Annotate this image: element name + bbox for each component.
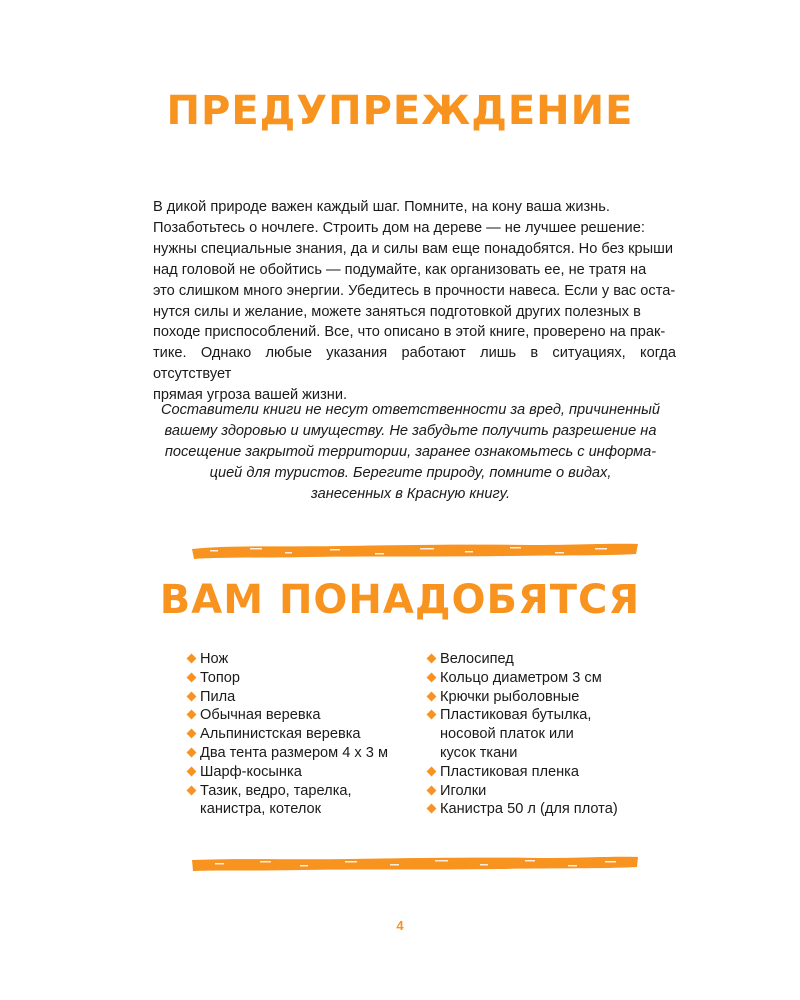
- warning-line: прямая угроза вашей жизни.: [153, 387, 348, 404]
- page-title-need: ВАМ ПОНАДОБЯТСЯ: [159, 577, 641, 623]
- list-item: [188, 650, 388, 669]
- divider-brush-stroke: [190, 852, 640, 874]
- list-item-text: Крючки рыболовные: [440, 688, 580, 705]
- diamond-bullet-icon: [187, 748, 197, 758]
- page-number: 4: [396, 918, 404, 933]
- disclaimer-line: цией для туристов. Берегите природу, помните о видах,: [209, 464, 612, 481]
- diamond-bullet-icon: [427, 691, 437, 701]
- list-item: [188, 744, 388, 763]
- warning-line: походе приспособлений. Все, что описано в этой книге, проверено на прак-: [153, 324, 666, 341]
- list-item-text: Тазик, ведро, тарелка,: [200, 782, 352, 799]
- page-title-warning: ПРЕДУПРЕЖДЕНИЕ: [166, 88, 634, 134]
- diamond-bullet-icon: [187, 729, 197, 739]
- warning-line: Позаботьтесь о ночлеге. Строить дом на дереве — не лучшее решение:: [153, 219, 645, 236]
- divider-brush-stroke: [190, 540, 640, 562]
- list-item: [188, 669, 388, 688]
- warning-line: это слишком много энергии. Убедитесь в прочности навеса. Если у вас оста-: [153, 282, 676, 299]
- warning-line: В дикой природе важен каждый шаг. Помните, на кону ваша жизнь.: [153, 199, 610, 215]
- diamond-bullet-icon: [427, 766, 437, 776]
- list-item-text: Кольцо диаметром 3 см: [440, 669, 602, 686]
- list-item-text: Топор: [200, 669, 241, 686]
- list-item-continuation: [428, 725, 618, 744]
- list-item: [428, 800, 618, 819]
- diamond-bullet-icon: [187, 766, 197, 776]
- list-item-text: Обычная веревка: [200, 707, 321, 724]
- list-item: [188, 706, 388, 725]
- list-item-text: Альпинистская веревка: [200, 726, 361, 743]
- warning-line: нужны специальные знания, да и силы вам еще понадобятся. Но без крыши: [153, 240, 673, 257]
- diamond-bullet-icon: [427, 672, 437, 682]
- list-item-text: Пластиковая бутылка,: [440, 707, 592, 724]
- diamond-bullet-icon: [187, 654, 197, 664]
- list-item: [428, 763, 618, 782]
- disclaimer-line: Составители книги не несут ответственности за вред, причиненный: [160, 402, 661, 418]
- diamond-bullet-icon: [187, 672, 197, 682]
- list-item-continuation: [188, 800, 388, 819]
- list-item: [188, 763, 388, 782]
- list-item-text: Пластиковая пленка: [440, 763, 579, 780]
- list-item-text: носовой платок или: [440, 726, 574, 743]
- list-item-continuation: [428, 744, 618, 763]
- diamond-bullet-icon: [427, 785, 437, 795]
- list-item: [428, 669, 618, 688]
- diamond-bullet-icon: [427, 710, 437, 720]
- list-item-text: Велосипед: [440, 651, 514, 667]
- disclaimer-paragraph: [148, 400, 673, 505]
- list-item: [428, 688, 618, 707]
- list-item: [428, 782, 618, 801]
- list-item: [188, 782, 388, 801]
- disclaimer-line: занесенных в Красную книгу.: [310, 485, 511, 502]
- disclaimer-line: посещение закрытой территории, заранее ознакомьтесь с информа-: [164, 443, 657, 460]
- list-item-text: Канистра 50 л (для плота): [440, 801, 618, 818]
- list-item-text: Нож: [200, 651, 229, 667]
- list-item: [428, 706, 618, 725]
- diamond-bullet-icon: [187, 691, 197, 701]
- list-item-text: Пила: [200, 688, 236, 705]
- diamond-bullet-icon: [187, 785, 197, 795]
- list-item: [188, 688, 388, 707]
- items-list-left: [188, 650, 388, 819]
- list-item: [428, 650, 618, 669]
- list-item-text: Два тента размером 4 х 3 м: [200, 744, 388, 761]
- items-list-right: [428, 650, 618, 819]
- disclaimer-line: вашему здоровью и имуществу. Не забудьте получить разрешение на: [164, 422, 657, 439]
- diamond-bullet-icon: [187, 710, 197, 720]
- warning-paragraph: [153, 197, 676, 406]
- list-item-text: Иголки: [440, 782, 487, 799]
- list-item: [188, 725, 388, 744]
- diamond-bullet-icon: [427, 804, 437, 814]
- diamond-bullet-icon: [427, 654, 437, 664]
- warning-line: тике. Однако любые указания работают лишь в ситуациях, когда отсутствует: [153, 345, 676, 383]
- list-item-text: канистра, котелок: [200, 801, 322, 818]
- warning-line: над головой не обойтись — подумайте, как организовать ее, не тратя на: [153, 261, 647, 278]
- warning-line: нутся силы и желание, можете заняться подготовкой других полезных в: [153, 303, 641, 320]
- list-item-text: кусок ткани: [440, 744, 518, 761]
- list-item-text: Шарф-косынка: [200, 763, 302, 780]
